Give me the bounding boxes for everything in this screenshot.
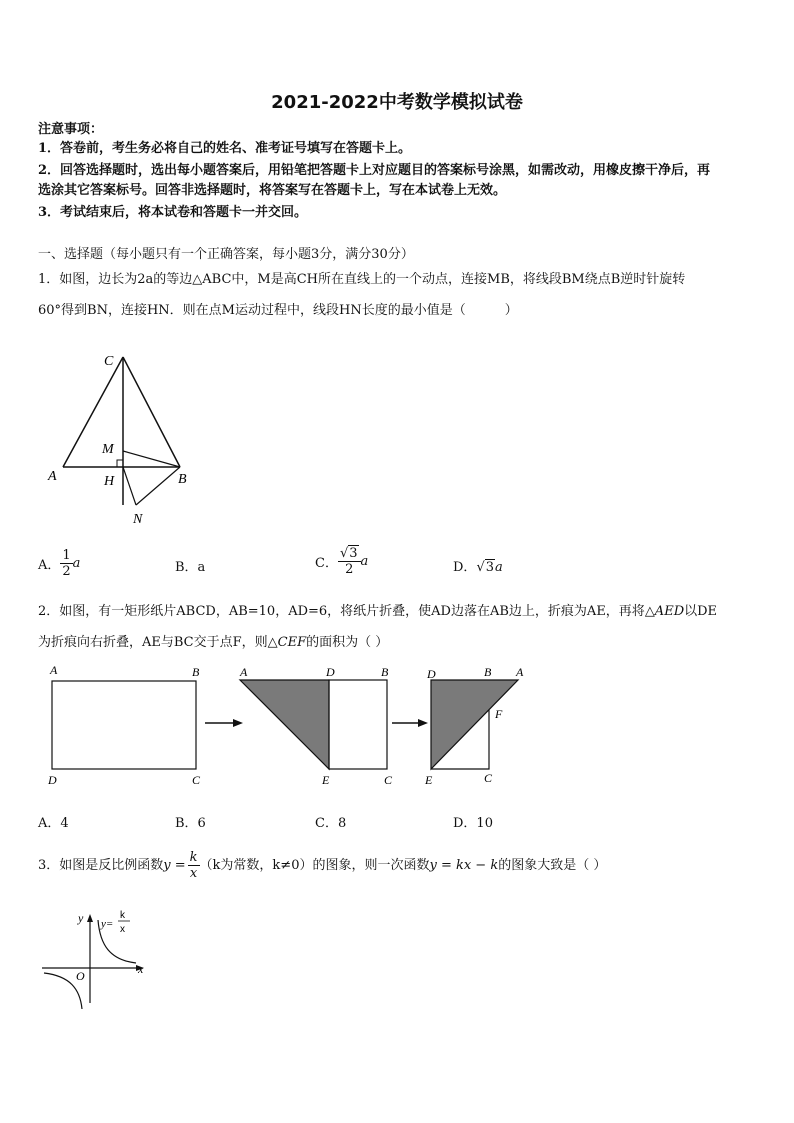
q2-f1-label-b: B	[192, 665, 200, 679]
q1-line-2: 60°得到BN，连接HN．则在点M运动过程中，线段HN长度的最小值是（ ）	[38, 303, 518, 318]
q1-option-c-fraction	[338, 546, 361, 577]
q1-figure	[40, 345, 210, 535]
q2-option-c: C．8	[315, 816, 347, 831]
q2-f2-label-d: D	[326, 665, 335, 679]
q2-line-2c: 的面积为（ ）	[306, 635, 389, 650]
q3-post: 的图象大致是（ ）	[498, 857, 607, 873]
q1-option-c-var: a	[360, 554, 369, 569]
q2-f3-label-b: B	[484, 665, 492, 679]
q2-f3-label-e: E	[425, 773, 433, 787]
q1-option-c	[315, 546, 368, 577]
q3-label-x: x	[138, 962, 144, 976]
q1-option-a	[38, 548, 80, 579]
page-title: 2021-2022中考数学模拟试卷	[271, 92, 523, 113]
q1-option-c-num: 3	[349, 546, 358, 561]
q2-f2-label-c: C	[384, 773, 393, 787]
q1-option-a-label: A．	[38, 558, 61, 573]
q2-option-d: D．10	[453, 816, 493, 831]
q1-option-c-den: 2	[345, 562, 354, 577]
q1-option-d: D．√3a	[453, 560, 503, 575]
q3-x: x	[189, 866, 198, 881]
q3-func-k: k	[120, 910, 125, 921]
q2-line-1	[38, 603, 717, 621]
q2-f3-label-d: D	[427, 667, 436, 681]
q1-option-a-fraction	[60, 548, 72, 579]
q1-option-d-var: a	[495, 560, 503, 575]
q2-line-2b: △CEF	[267, 635, 307, 650]
q2-f3-label-f: F	[495, 707, 503, 721]
q2-line-1c: 以DE	[684, 604, 718, 619]
q2-f2-shaded	[240, 680, 329, 769]
q2-option-a: A．4	[38, 816, 69, 831]
q2-f3-shaded	[431, 680, 518, 769]
q2-figure	[40, 660, 540, 790]
q3-k: k	[189, 850, 198, 865]
q3-fraction	[188, 850, 200, 881]
notice-heading: 注意事项：	[38, 122, 104, 137]
q1-option-c-num-wrap: √3	[338, 546, 361, 562]
q1-label-a: A	[48, 469, 57, 484]
q2-f1-label-c: C	[192, 773, 201, 787]
q3-linear: y = kx − k	[429, 857, 499, 873]
q3-func-x: x	[120, 924, 125, 935]
q2-f2-label-b: B	[381, 665, 389, 679]
q1-option-c-label: C．	[315, 556, 338, 571]
q1-option-b: B．a	[175, 560, 206, 575]
q3-fx: y =	[163, 857, 186, 873]
section-heading: 一、选择题（每小题只有一个正确答案，每小题3分，满分30分）	[38, 247, 414, 262]
q2-f1-label-a: A	[50, 663, 58, 677]
notice-item-2a: 2．回答选择题时，选出每小题答案后，用铅笔把答题卡上对应题目的答案标号涂黑，如需改动，用橡皮擦干净后，再	[38, 163, 711, 178]
q1-label-m: M	[102, 442, 114, 457]
q2-line-1b: △AED	[644, 604, 685, 619]
q2-line-1a: 2．如图，有一矩形纸片ABCD，AB=10，AD=6，将纸片折叠，使AD边落在AB边上，折痕为AE，再将	[38, 604, 645, 619]
notice-item-2b: 选涂其它答案标号。回答非选择题时，将答案写在答题卡上，写在本试卷上无效。	[38, 183, 507, 198]
q1-option-d-rad: 3	[485, 560, 495, 575]
q2-f2-label-e: E	[322, 773, 330, 787]
q1-label-b: B	[178, 472, 187, 487]
q1-option-a-num: 1	[62, 548, 71, 563]
q1-label-c: C	[104, 354, 114, 369]
q3-graph	[38, 905, 158, 1015]
q2-option-b: B．6	[175, 816, 206, 831]
notice-item-3: 3．考试结束后，将本试卷和答题卡一并交回。	[38, 205, 308, 220]
q3-label-o: O	[76, 969, 85, 983]
q3-mid: （k为常数，k≠0）的图象，则一次函数	[199, 857, 430, 873]
q2-f1-label-d: D	[48, 773, 57, 787]
q2-line-2a: 为折痕向右折叠，AE与BC交于点F，则	[38, 635, 268, 650]
q3-label-y: y	[78, 911, 84, 925]
q2-line-2	[38, 634, 388, 652]
q1-label-n: N	[133, 512, 143, 527]
q3-func-y: y=	[101, 918, 114, 930]
q3-pre: 3．如图是反比例函数	[38, 857, 164, 873]
q1-option-a-den: 2	[62, 564, 71, 579]
q1-line-1: 1．如图，边长为2a的等边△ABC中，M是高CH所在直线上的一个动点，连接MB，将线段BM绕点B逆时针旋转	[38, 272, 686, 287]
q3-line	[38, 850, 606, 881]
q1-option-d-label: D．	[453, 560, 477, 575]
q2-f3-label-c: C	[484, 771, 493, 785]
q2-f2-label-a: A	[240, 665, 248, 679]
q2-f3-label-a: A	[516, 665, 524, 679]
q1-label-h: H	[104, 474, 115, 489]
q1-option-a-var: a	[72, 556, 81, 571]
notice-item-1: 1．答卷前，考生务必将自己的姓名、准考证号填写在答题卡上。	[38, 141, 412, 156]
